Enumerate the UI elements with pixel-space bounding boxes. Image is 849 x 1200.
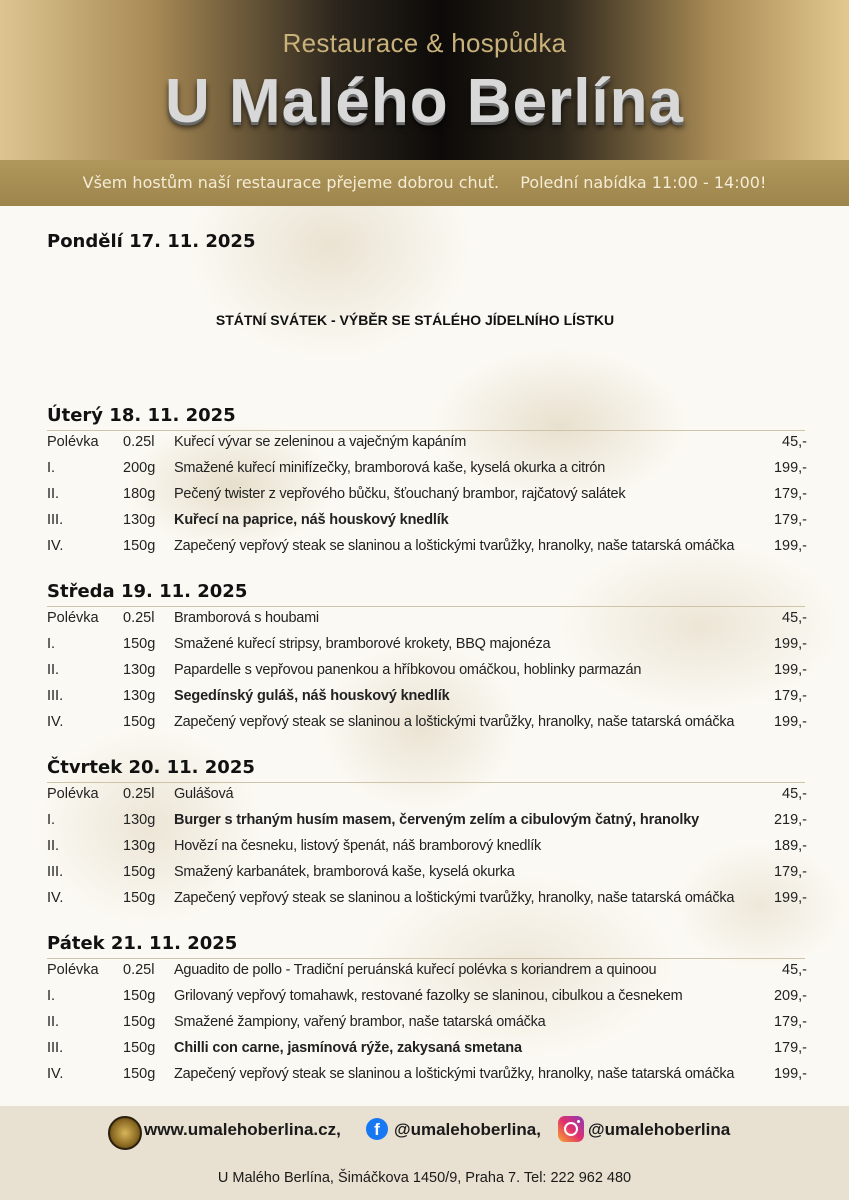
item-label: II.: [47, 486, 60, 502]
menu-item: [47, 610, 807, 632]
item-name: Grilovaný vepřový tomahawk, restované fazolky se slaninou, cibulkou a česnekem: [174, 988, 683, 1004]
item-price: 179,-: [773, 1014, 807, 1030]
item-name: Gulášová: [174, 786, 234, 802]
item-label: Polévka: [47, 610, 99, 626]
item-price: 199,-: [773, 662, 807, 678]
item-price: 179,-: [773, 864, 807, 880]
address-line: U Malého Berlína, Šimáčkova 1450/9, Praha 7. Tel: 222 962 480: [217, 1170, 632, 1186]
divider: [47, 430, 805, 431]
holiday-note: STÁTNÍ SVÁTEK - VÝBĚR SE STÁLÉHO JÍDELNÍHO LÍSTKU: [215, 312, 615, 328]
menu-item: [47, 714, 807, 736]
item-name: Kuřecí vývar se zeleninou a vaječným kapáním: [174, 434, 467, 450]
item-label: IV.: [47, 538, 64, 554]
website-link[interactable]: www.umalehoberlina.cz,: [144, 1120, 341, 1139]
item-name: Smažené kuřecí minifízečky, bramborová kaše, kyselá okurka a citrón: [174, 460, 606, 476]
item-name: Zapečený vepřový steak se slaninou a loštickými tvarůžky, hranolky, naše tatarská omáčka: [174, 714, 735, 730]
item-quantity: 150g: [123, 538, 156, 554]
divider: [47, 606, 805, 607]
menu-item-featured: [47, 688, 807, 710]
item-label: I.: [47, 460, 56, 476]
day-title: Středa 19. 11. 2025: [47, 581, 248, 602]
item-price: 45,-: [782, 962, 807, 978]
item-price: 45,-: [782, 786, 807, 802]
menu-item: [47, 962, 807, 984]
menu-item: [47, 434, 807, 456]
item-quantity: 180g: [123, 486, 156, 502]
item-label: I.: [47, 812, 56, 828]
menu-item: [47, 838, 807, 860]
item-label: IV.: [47, 1066, 64, 1082]
divider: [47, 782, 805, 783]
item-price: 199,-: [773, 890, 807, 906]
item-name: Zapečený vepřový steak se slaninou a loštickými tvarůžky, hranolky, naše tatarská omáčka: [174, 1066, 735, 1082]
item-quantity: 150g: [123, 1066, 156, 1082]
lunch-hours-text: Polední nabídka 11:00 - 14:00!: [520, 173, 767, 192]
item-price: 219,-: [773, 812, 807, 828]
item-price: 179,-: [773, 688, 807, 704]
item-quantity: 150g: [123, 988, 156, 1004]
item-quantity: 150g: [123, 1014, 156, 1030]
item-price: 199,-: [773, 714, 807, 730]
item-quantity: 150g: [123, 636, 156, 652]
day-title: Čtvrtek 20. 11. 2025: [47, 757, 255, 778]
item-label: III.: [47, 512, 64, 528]
restaurant-subtitle: Restaurace & hospůdka: [282, 28, 567, 58]
item-price: 179,-: [773, 486, 807, 502]
item-name: Smažený karbanátek, bramborová kaše, kyselá okurka: [174, 864, 515, 880]
menu-item: [47, 636, 807, 658]
item-price: 45,-: [782, 434, 807, 450]
day-title: Úterý 18. 11. 2025: [47, 405, 236, 426]
item-name: Hovězí na česneku, listový špenát, náš bramborový knedlík: [174, 838, 541, 854]
item-quantity: 130g: [123, 838, 156, 854]
item-label: Polévka: [47, 786, 99, 802]
menu-item-featured: [47, 812, 807, 834]
item-quantity: 150g: [123, 714, 156, 730]
item-name: Zapečený vepřový steak se slaninou a loštickými tvarůžky, hranolky, naše tatarská omáčka: [174, 890, 735, 906]
item-label: I.: [47, 988, 56, 1004]
divider: [47, 958, 805, 959]
day-title: Pátek 21. 11. 2025: [47, 933, 238, 954]
item-label: Polévka: [47, 962, 99, 978]
day-title-monday: Pondělí 17. 11. 2025: [47, 231, 256, 252]
item-name: Burger s trhaným husím masem, červeným zelím a cibulovým čatný, hranolky: [174, 812, 700, 828]
menu-item: [47, 1066, 807, 1088]
item-price: 179,-: [773, 1040, 807, 1056]
item-label: Polévka: [47, 434, 99, 450]
restaurant-title: U Malého Berlína: [165, 67, 684, 136]
greeting-text: Všem hostům naší restaurace přejeme dobrou chuť.: [82, 173, 500, 192]
restaurant-logo-icon: [108, 1116, 142, 1150]
item-quantity: 150g: [123, 890, 156, 906]
menu-item: [47, 486, 807, 508]
item-name: Aguadito de pollo - Tradiční peruánská kuřecí polévka s koriandrem a quinoou: [174, 962, 657, 978]
facebook-icon[interactable]: f: [366, 1118, 388, 1140]
item-quantity: 0.25l: [123, 962, 155, 978]
item-label: I.: [47, 636, 56, 652]
item-quantity: 130g: [123, 662, 156, 678]
item-price: 199,-: [773, 1066, 807, 1082]
item-label: III.: [47, 864, 64, 880]
menu-item-featured: [47, 1040, 807, 1062]
item-price: 199,-: [773, 460, 807, 476]
item-label: IV.: [47, 714, 64, 730]
menu-item: [47, 538, 807, 560]
menu-item: [47, 890, 807, 912]
item-quantity: 200g: [123, 460, 156, 476]
item-price: 179,-: [773, 512, 807, 528]
header: [0, 0, 849, 160]
item-name: Pečený twister z vepřového bůčku, šťouchaný brambor, rajčatový salátek: [174, 486, 626, 502]
item-quantity: 130g: [123, 512, 156, 528]
item-label: III.: [47, 688, 64, 704]
item-price: 45,-: [782, 610, 807, 626]
item-name: Zapečený vepřový steak se slaninou a loštickými tvarůžky, hranolky, naše tatarská omáčka: [174, 538, 735, 554]
item-price: 199,-: [773, 538, 807, 554]
item-quantity: 130g: [123, 812, 156, 828]
footer: [0, 1106, 849, 1200]
menu-item: [47, 988, 807, 1010]
facebook-handle[interactable]: @umalehoberlina,: [394, 1120, 541, 1139]
item-name: Smažené žampiony, vařený brambor, naše tatarská omáčka: [174, 1014, 546, 1030]
item-label: III.: [47, 1040, 64, 1056]
item-quantity: 0.25l: [123, 610, 155, 626]
item-price: 189,-: [773, 838, 807, 854]
item-name: Papardelle s vepřovou panenkou a hříbkovou omáčkou, hoblinky parmazán: [174, 662, 642, 678]
menu-item: [47, 786, 807, 808]
item-quantity: 130g: [123, 688, 156, 704]
menu-item: [47, 1014, 807, 1036]
instagram-icon[interactable]: [558, 1116, 584, 1142]
item-name: Smažené kuřecí stripsy, bramborové krokety, BBQ majonéza: [174, 636, 551, 652]
item-label: II.: [47, 1014, 60, 1030]
item-label: IV.: [47, 890, 64, 906]
instagram-handle[interactable]: @umalehoberlina: [588, 1120, 731, 1139]
item-name: Chilli con carne, jasmínová rýže, zakysaná smetana: [174, 1040, 522, 1056]
item-quantity: 150g: [123, 1040, 156, 1056]
item-price: 199,-: [773, 636, 807, 652]
item-quantity: 0.25l: [123, 434, 155, 450]
menu-item: [47, 864, 807, 886]
menu-item: [47, 460, 807, 482]
item-name: Bramborová s houbami: [174, 610, 319, 626]
item-quantity: 0.25l: [123, 786, 155, 802]
item-label: II.: [47, 838, 60, 854]
greeting-banner: [0, 160, 849, 206]
item-label: II.: [47, 662, 60, 678]
menu-item-featured: [47, 512, 807, 534]
item-name: Kuřecí na paprice, náš houskový knedlík: [174, 512, 449, 528]
item-name: Segedínský guláš, náš houskový knedlík: [174, 688, 450, 704]
item-price: 209,-: [773, 988, 807, 1004]
menu-item: [47, 662, 807, 684]
item-quantity: 150g: [123, 864, 156, 880]
